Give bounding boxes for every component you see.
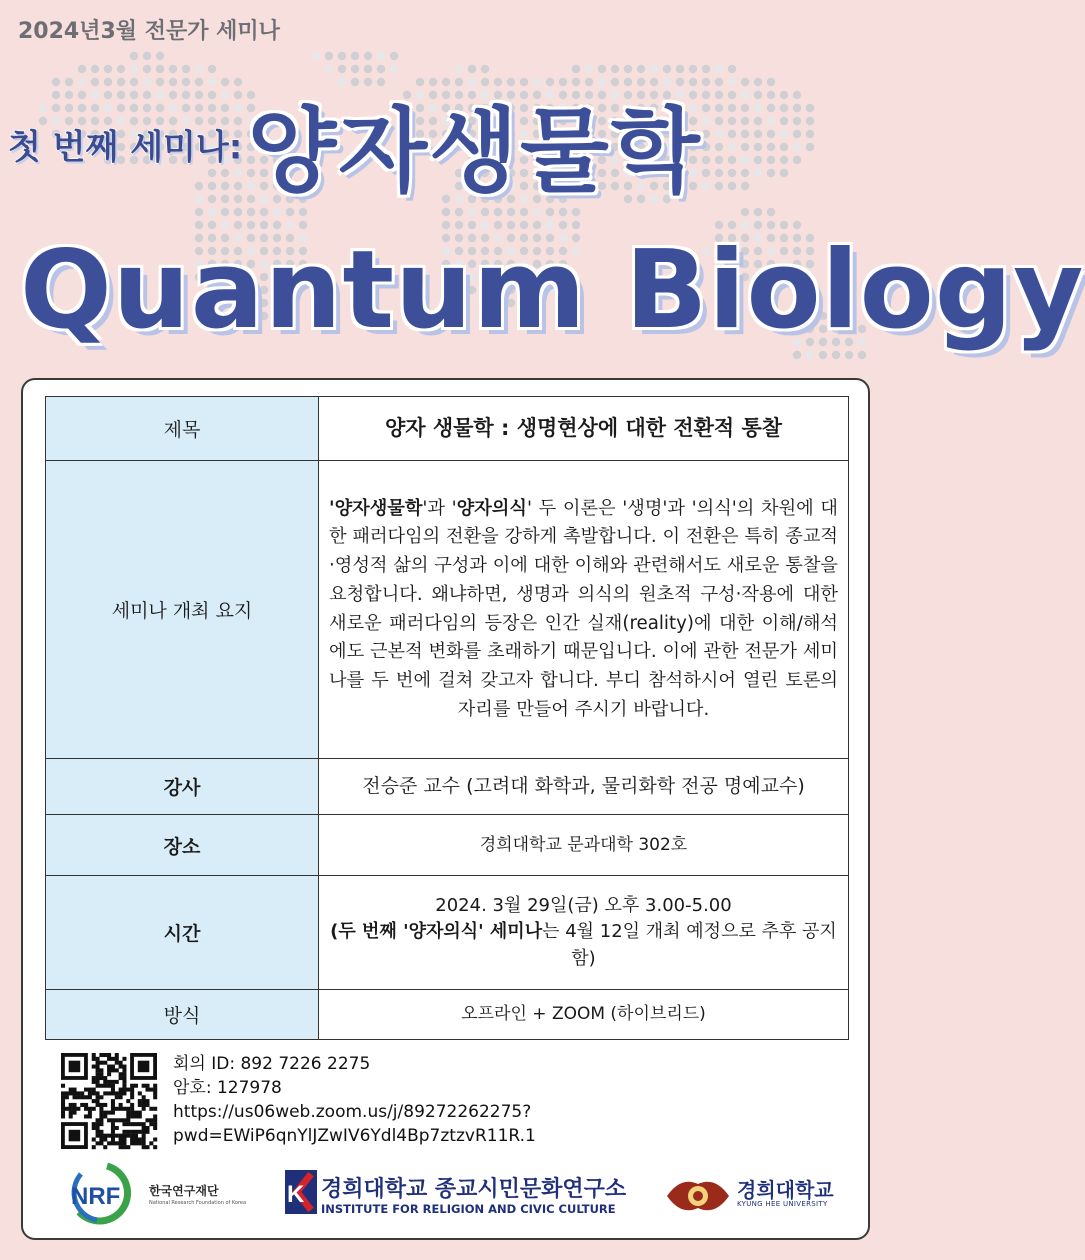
format: 오프라인 + ZOOM (하이브리드) [319,990,849,1040]
purpose-bold-1: '양자생물학 [329,497,423,519]
institute-name-en: INSTITUTE FOR RELIGION AND CIVIC CULTURE [321,1202,616,1216]
table-row [46,815,849,876]
purpose-mid: '과 ' [422,497,457,519]
zoom-info [173,1052,536,1148]
zoom-url-line1[interactable]: https://us06web.zoom.us/j/89272262275? [173,1102,532,1122]
nrf-name: 한국연구재단 [149,1184,219,1198]
sponsor-logos [23,1160,872,1230]
university-name-kr: 경희대학교 [737,1178,834,1202]
institute-mark-text: K [287,1181,305,1208]
nrf-logo-icon [67,1162,147,1224]
korean-title [8,78,702,210]
nrf-mark-text: NRF [71,1183,121,1210]
title-main: 양자생물학 [247,98,702,205]
institute-name-kr: 경희대학교 종교시민문화연구소 [321,1177,627,1202]
row-label-title: 제목 [46,397,319,461]
nrf-subtitle: National Research Foundation of Korea [149,1200,247,1206]
seminar-purpose [319,461,849,759]
table-row [46,876,849,990]
time-note-bold: (두 번째 '양자의식' 세미나 [330,921,543,943]
title-prefix: 첫 번째 세미나: [8,127,243,168]
english-title: Quantum Biology [20,228,1085,353]
zoom-url-line2[interactable]: pwd=EWiP6qnYlJZwIV6Ydl4Bp7ztzvR11R.1 [173,1126,536,1146]
time-line1: 2024. 3월 29일(금) 오후 3.00-5.00 [435,895,732,917]
table-row [46,461,849,759]
row-label-lecturer: 강사 [46,759,319,815]
table-row [46,759,849,815]
time [319,876,849,990]
zoom-qr-code[interactable] [61,1053,157,1149]
table-row [46,397,849,461]
row-label-purpose: 세미나 개최 요지 [46,461,319,759]
table-row [46,990,849,1040]
venue: 경희대학교 문과대학 302호 [319,815,849,876]
zoom-password: 암호: 127978 [173,1078,282,1098]
top-label: 2024년3월 전문가 세미나 [18,19,280,44]
seminar-info-table [45,396,849,1040]
lecturer: 전승준 교수 (고려대 화학과, 물리화학 전공 명예교수) [319,759,849,815]
row-label-venue: 장소 [46,815,319,876]
purpose-bold-2: 양자의식 [456,497,527,519]
zoom-meeting-id: 회의 ID: 892 7226 2275 [173,1054,371,1074]
row-label-time: 시간 [46,876,319,990]
time-note-rest: 는 4월 12일 개최 예정으로 추후 공지함) [542,921,837,969]
university-name-en: KYUNG HEE UNIVERSITY [737,1200,828,1208]
institute-logo-icon [285,1170,317,1214]
seminar-title: 양자 생물학 : 생명현상에 대한 전환적 통찰 [319,397,849,461]
kyung-hee-emblem-icon [663,1174,733,1218]
row-label-format: 방식 [46,990,319,1040]
purpose-rest: ' 두 이론은 '생명'과 '의식'의 차원에 대한 패러다임의 전환을 강하게 촉발합니다. 이 전환은 특히 종교적·영성적 삶의 구성과 이에 대한 이해와 관련해서도 새로운 통찰을 요청합니다. 왜냐하면, 생명과 의식의 원초적 구성·작용에 대한 새로운 패러다임의 등장은 인간 실재(reality)에 대한 이해/해석에도 근본적 변화를 초래하기 때문입니다. 이에 관한 전문가 세미나를 두 번에 걸쳐 갖고자 합니다. 부디 참석하시어 열린 토론의 자리를 만들어 주시기 바랍니다. [329,497,838,720]
info-card [21,378,870,1240]
